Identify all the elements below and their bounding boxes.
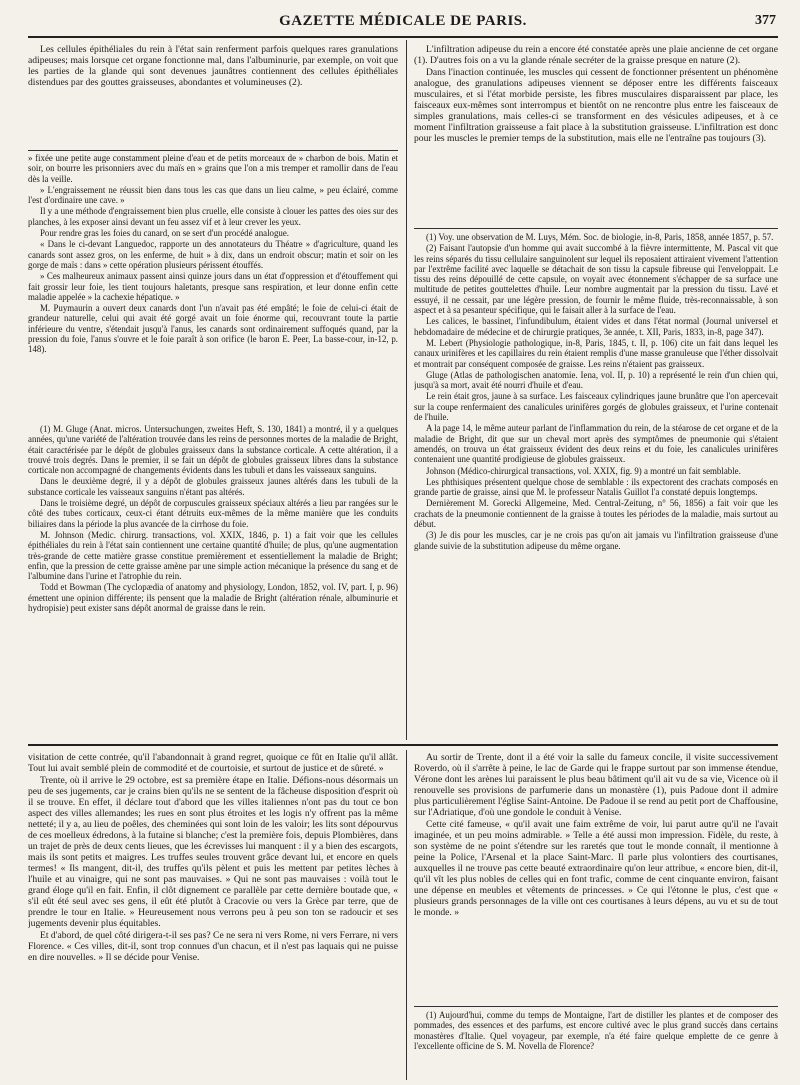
footnote: (1) M. Gluge (Anat. micros. Untersuchungen, zweites Heft, S. 130, 1841) a montré, il y a quelques années, qu'une variété de l'altération trouvée dans les reins de personnes mortes de la maladie de Bright, était caractérisée par le dépôt de globules graisseux dans la substance corticale. A cette altération, il a trouvé trois degrés. Dans le premier, il se fait un dépôt de globules graisseux libres dans la substance corticale non accompagné de changements évidents dans les tubuli et dans les vaisseaux sanguins. [28,424,398,476]
footnote: (1) Aujourd'hui, comme du temps de Montaigne, l'art de distiller les plantes et de composer des pommades, des essences et des parfums, est encore cultivé avec le plus grand succès dans certains monastères d'Italie. Quel voyageur, par exemple, n'a été faire quelque emplette de ce genre à l'excellente officine de S. M. Novella de Florence? [414,1010,778,1051]
left-quotation-text [28,153,398,421]
feuilleton-separator [28,744,778,746]
left-article-text [28,44,398,148]
paragraph: « Dans le ci-devant Languedoc, rapporte un des annotateurs du Théatre » d'agriculture, quand les canards sont assez gros, on les enferme, de huit » à dix, dans un endroit obscur; matin et soir on les gorge de maïs : dans » cette opération plusieurs périssent étouffés. [28,239,398,270]
paragraph: M. Puymaurin a ouvert deux canards dont l'un n'avait pas été empâté; le foie de celui-ci était de grandeur naturelle, celui qui avait été gorgé avait un foie énorme qui, recouvrant toute la partie inférieure du ventre, s'étendait jusqu'à l'anus, les canards sont ordinairement suffoqués quand, par la pression du foie, l'anus s'ouvre et le foie paraît à son orifice (le baron E. Peer, La basse-cour, in-12, p. 148). [28,303,398,355]
paragraph: Trente, où il arrive le 29 octobre, est sa première étape en Italie. Défions-nous désormais un peu de ses jugements, car je crains bien qu'ils ne se sentent de la fâcheuse disposition d'esprit où il se trouve. En effet, il déclare tout d'abord que les villes italiennes n'ont pas du tout ce bon aspect des villes allemandes; les rues en sont plus étroites et les logis n'y offrent pas la même netteté; il y a, au lieu de poêles, des cheminées qui sont loin de les valoir; les lits sont dépourvus de ces moelleux édredons, à la futaine si blanche; c'est la première fois, depuis Plombières, dans un trajet de près de deux cents lieues, que les écrevisses lui manquent : il y a bien des escargots, mais ils sont petits et maigres. Les truffes seules trouvent grâce devant lui, et encore en quels termes! « Ils mangent, dit-il, des truffes qu'ils pèlent et puis les mettent par petites lèches à l'huile et au vinaigre, qui ne sont pas mauvaises. » Qui ne sont pas mauvaises : voilà tout le grand éloge qu'il en fait. Enfin, il clôt dignement ce parallèle par cette dernière boutade que, « s'il eût été seul avec ses gens, il eût été plutôt à Cracovie ou vers la Grèce par terre, que de prendre le tour en Italie. » Heureusement nous verrons peu à peu son ton se radoucir et ses jugements devenir plus équitables. [28,775,398,929]
right-footnotes [414,232,778,738]
footnote: M. Johnson (Medic. chirurg. transactions, vol. XXIX, 1846, p. 1) a fait voir que les cellules épithéliales du rein à l'état sain contiennent une certaine quantité d'huile; de plus, qu'une augmentation très-grande de cette matière grasse constitue premièrement et essentiellement la maladie de Bright; enfin, que la pression de cette graisse amène par une simple action mécanique la présence du sang et de l'albumine dans l'urine et l'atrophie du rein. [28,529,398,582]
feuilleton-footnote [414,1010,778,1080]
left-footnotes [28,424,398,730]
column-divider [406,750,407,1080]
footnote: A la page 14, le même auteur parlant de l'inflammation du rein, de la stéarose de cet organe et de la maladie de Bright, dit que sur un cheval mort après des symptômes de pneumonie qui s'étaient amendés, on trouva un état graisseux évident des deux reins et du foie, les canalicules urinifères contenaient une quantité prodigieuse de globules graisseux. [414,423,778,465]
footnote: Les calices, le bassinet, l'infundibulum, étaient vides et dans l'état normal (Journal universel et hebdomadaire de médecine et de chirurgie pratiques, 3e année, t. XII, Paris, 1833, in-8, page 347). [414,316,778,337]
footnote: Todd et Bowman (The cyclopædia of anatomy and physiology, London, 1852, vol. IV, part. I, p. 96) émettent une opinion différente; ils pensent que la maladie de Bright (altération rénale, albuminurie et hydropisie) peut exister sans dépôt anormal de graisse dans le rein. [28,582,398,614]
paragraph: Pour rendre gras les foies du canard, on se sert d'un procédé analogue. [40,228,290,239]
paragraph: Au sortir de Trente, dont il a été voir la salle du fameux concile, il visite successivement Roverdo, où il s'arrête à peine, le lac de Garde qui le frappe surtout par son immense étendue, Vérone dont les arènes lui paraissent le plus beau bâtiment qu'il ait vu de sa vie, Vicence où il renouvelle ses provisions de parfumerie dans un monastère (1), puis Padoue dont il admire plus particulièrement l'église Saint-Antoine. De Padoue il se rend au petit port de Chaffousine, sur l'Adriatique, d'où une gondole le conduit à Venise. [414,752,778,818]
journal-title: GAZETTE MÉDICALE DE PARIS. [279,13,527,29]
feuilleton-left [28,752,398,1080]
left-separator [28,150,398,151]
right-separator [414,228,778,229]
paragraph: visitation de cette contrée, qu'il l'abandonnait à grand regret, quoique ce fût en Italie qu'il allât. Tout lui avait semblé plein de commodité et de courtoisie, et surtout de justice et de sûreté. » [28,752,398,774]
footnote: Dans le troisième degré, un dépôt de corpuscules graisseux spéciaux altérés a lieu par rangées sur le côté des tubes corticaux, ceux-ci étant détruits eux-mêmes de la même manière que les conduits biliaires dans la période la plus avancée de la cirrhose du foie. [28,498,398,529]
footnote: (1) Voy. une observation de M. Luys, Mém. Soc. de biologie, in-8, Paris, 1858, année 1857, p. 57. [426,232,774,242]
page-number: 377 [755,13,776,28]
footnote: Dans le deuxième degré, il y a dépôt de globules graisseux jaunes altérés dans les tubuli de la substance corticale les vaisseaux sanguins n'étant pas altérés. [28,476,398,497]
paragraph: » fixée une petite auge constamment pleine d'eau et de petits morceaux de » charbon de bois. Matin et soir, on bourre les prisonniers avec du maïs en » grains que l'on a mis tremper et ramollir dans de l'eau dès la veille. [28,153,398,184]
column-divider [406,40,407,740]
footnote: Dernièrement M. Gorecki Allgemeine, Med. Central-Zeitung, n° 56, 1856) a fait voir que les crachats de la pneumonie contiennent de la graisse à toutes les périodes de la maladie, mais surtout au début. [414,498,778,530]
paragraph: Les cellules épithéliales du rein à l'état sain renferment parfois quelques rares granulations adipeuses; mais lorsque cet organe fonctionne mal, dans l'albuminurie, par exemple, on voit que les parties de la glande qui sont devenues jaunâtres contiennent des cellules épithéliales distendues par des gouttes graisseuses, abondantes et volumineuses (2). [28,44,398,88]
footnote: Johnson (Médico-chirurgical transactions, vol. XXIX, fig. 9) a montré un fait semblable. [426,465,741,476]
paragraph: Cette cité fameuse, « qu'il avait une faim extrême de voir, lui parut autre qu'il ne l'avait imaginée, et un peu moins admirable. » Telle a été aussi mon impression. Fidèle, du reste, à son système de ne point s'étendre sur les raretés que tout le monde connaît, il mentionne à peine la Police, l'Arsenal et la place Saint-Marc. Il parle plus volontiers des courtisanes, auxquelles il ne trouve pas cette beauté extraordinaire qu'on leur attribue, « encore bien, dit-il, qu'il vît les plus nobles de celles qui en font trafic, comme de cent cinquante environ, faisant une dépense en meubles et vêtements de princesses. » Ce qui l'étonne le plus, c'est que « plusieurs grands personnages de la ville ont ces courtisanes à leurs dépens, au vu et su de tout le monde. » [414,819,778,918]
paragraph: L'infiltration adipeuse du rein a encore été constatée après une plaie ancienne de cet organe (1). D'autres fois on a vu la glande rénale secréter de la graisse presque en nature (2). [414,44,778,66]
footnote: Le rein était gros, jaune à sa surface. Les faisceaux cylindriques jaune brunâtre que l'on apercevait sur la coupe renfermaient des canalicules urinifères gorgés de globules graisseux, et l'urine contenait de l'huile. [414,391,778,423]
paragraph: Dans l'inaction continuée, les muscles qui cessent de fonctionner présentent un phénomène analogue, des granulations adipeuses viennent se déposer entre les différents faisceaux musculaires, et si l'état morbide persiste, les fibres musculaires disparaissent par place, les faisceaux eux-mêmes sont interrompus et bientôt on ne rencontre plus entre les faisceaux de simples granulations, mais celles-ci se transforment en des vésicules adipeuses, et à ce moment l'infiltration graisseuse a fait place à la substitution graisseuse. L'infiltration est donc pour les muscles le premier temps de la substitution, mais elle ne l'entraîne pas toujours (3). [414,67,778,144]
footnote: M. Lebert (Physiologie pathologique, in-8, Paris, 1845, t. II, p. 106) cite un fait dans lequel les canaux urinifères et les capillaires du rein étaient remplis d'une masse granuleuse que l'éther dissolvait et montrait par conséquent composée de graisse. Les reins n'étaient pas graisseux. [414,337,778,369]
page-header [28,12,778,38]
footnote: Gluge (Atlas de pathologischen anatomie. Iena, vol. II, p. 10) a représenté le rein d'un chien qui, jusqu'à sa mort, avait été nourri d'huile et d'eau. [414,369,778,391]
right-article-text [414,44,778,224]
paragraph: » L'engraissement ne réussit bien dans tous les cas que dans un lieu calme, » peu éclairé, comme l'est d'ordinaire une cave. » [28,184,398,206]
paragraph: » Ces malheureux animaux passent ainsi quinze jours dans un état d'oppression et d'étouffement qui fait grossir leur foie, les tient toujours haletants, presque sans respiration, et leur donne enfin cette maladie appelée » la cachexie hépatique. » [28,271,398,302]
footnote: Les phthisiques présentent quelque chose de semblable : ils expectorent des crachats composés en grande partie de graisse, ainsi que M. le professeur Natalis Guillot l'a constaté depuis longtemps. [414,476,778,498]
feuilleton-right [414,752,778,1002]
footnote: (3) Je dis pour les muscles, car je ne crois pas qu'on ait jamais vu l'infiltration graisseuse d'une glande suivie de la substitution adipeuse du même organe. [414,530,778,551]
paragraph: Et d'abord, de quel côté dirigera-t-il ses pas? Ce ne sera ni vers Rome, ni vers Ferrare, ni vers Florence. « Ces villes, dit-il, sont trop connues d'un chacun, et il n'est pas laquais qui ne puisse en dire nouvelles. » Il se décide pour Venise. [28,930,398,963]
footnote: (2) Faisant l'autopsie d'un homme qui avait succombé à la fièvre intermittente, M. Pascal vit que les reins séparés du tissu cellulaire sanguinolent sur lequel ils reposaient attiraient vivement l'attention par l'extrême facilité avec laquelle se détachait de son tissu la capsule fibreuse qui l'enveloppait. Le tissu des reins dépouillé de cette capsule, on voyait avec étonnement s'échapper de sa surface une multitude de petites gouttelettes d'huile. Leur nombre augmentait par la pression du tissu. Lavé et essuyé, il ne cessait, par une légère pression, de fournir le même fluide, très-reconnaissable, à son aspect et à sa pesanteur spécifique, qui le faisait aller à la surface de l'eau. [414,243,778,316]
paragraph: Il y a une méthode d'engraissement bien plus cruelle, elle consiste à clouer les pattes des oies sur des planches, à les exposer ainsi devant un feu assez vif et à leur crever les yeux. [28,206,398,227]
feuilleton-note-separator [414,1006,778,1007]
